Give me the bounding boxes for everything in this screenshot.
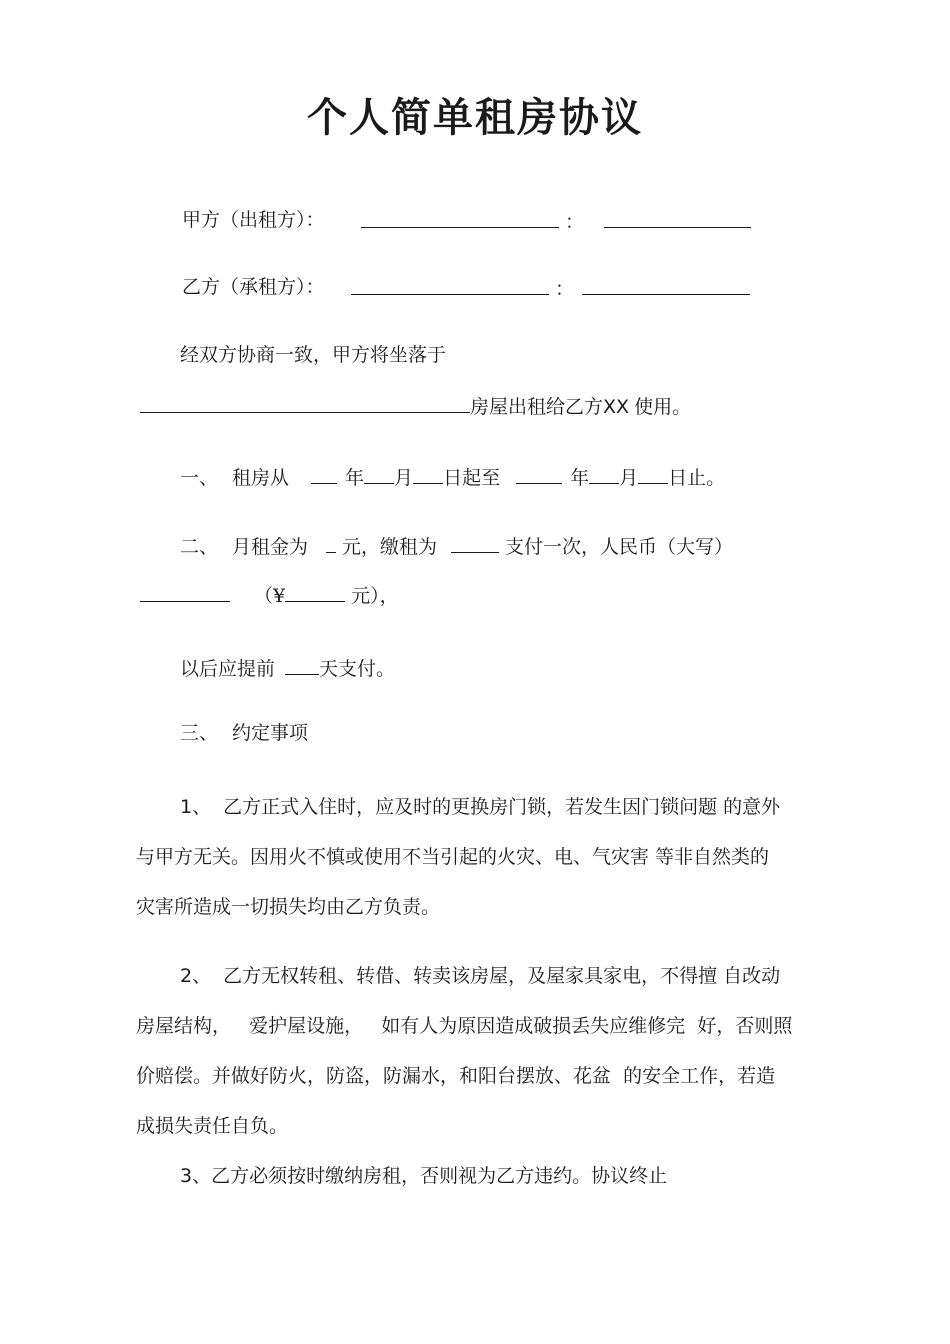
party-b-row <box>182 275 325 299</box>
start-year-blank <box>311 464 337 484</box>
amount-paren-close: 元）， <box>351 585 399 607</box>
intro-line-2 <box>140 393 691 419</box>
clause-2-yuan-text: 元，缴租为 <box>342 536 438 558</box>
item-1-line-1 <box>180 795 780 819</box>
intro-rent-text: 房屋出租给乙方 <box>470 396 604 418</box>
clause-3-number: 三、 <box>180 722 219 744</box>
clause-2-pay-text: 支付一次，人民币（大写） <box>505 536 734 558</box>
item-3-text: 乙方必须按时缴纳房租，否则视为乙方违约。协议终止 <box>211 1165 668 1187</box>
clause-2 <box>180 533 733 559</box>
party-a-contact-blank <box>604 208 751 228</box>
item-2-line-2: 房屋结构， 爱护屋设施， 如有人为原因造成破损丢失应维修完 好，否则照 <box>136 1015 793 1037</box>
item-1-line-3: 灾害所造成一切损失均由乙方负责。 <box>136 896 441 918</box>
clause-1 <box>180 464 725 490</box>
item-2-line-4: 成损失责任自负。 <box>136 1115 289 1137</box>
item-2-line-1 <box>180 964 780 988</box>
end-day-label: 日止。 <box>668 467 726 489</box>
start-year-label: 年 <box>345 467 365 489</box>
start-day-label: 日起至 <box>443 467 501 489</box>
item-1-text-1: 乙方正式入住时，应及时的更换房门锁，若发生因门锁问题 的意外 <box>223 796 781 818</box>
item-1-number: 1、 <box>180 796 212 818</box>
party-b-label: 乙方（承租方）： <box>182 276 325 298</box>
clause-1-text: 租房从 <box>232 467 290 489</box>
pay-period-blank <box>451 533 499 553</box>
amount-number-blank <box>285 582 345 602</box>
party-b-name-blank <box>351 275 549 295</box>
party-a-row <box>182 208 325 232</box>
clause-3-title: 约定事项 <box>232 722 309 744</box>
clause-2-line-2 <box>140 582 399 608</box>
party-b-sep: ： <box>555 278 575 300</box>
item-2-line-3: 价赔偿。并做好防火，防盗，防漏水，和阳台摆放、花盆 的安全工作，若造 <box>136 1065 776 1087</box>
address-blank <box>140 393 470 413</box>
end-month-blank <box>589 464 619 484</box>
rent-amount-blank <box>326 533 336 553</box>
clause-2-advance <box>180 655 395 681</box>
item-2-number: 2、 <box>180 965 212 987</box>
amount-words-blank <box>140 582 230 602</box>
item-2-text-1: 乙方无权转租、转借、转卖该房屋，及屋家具家电，不得擅 自改动 <box>223 965 781 987</box>
clause-2-rent-text: 月租金为 <box>232 536 309 558</box>
end-month-label: 月 <box>619 467 639 489</box>
start-month-blank <box>364 464 394 484</box>
party-a-label: 甲方（出租方）： <box>182 209 325 231</box>
item-3-number: 3、 <box>180 1165 212 1187</box>
start-month-label: 月 <box>394 467 414 489</box>
item-1-line-2: 与甲方无关。因用火不慎或使用不当引起的火灾、电、气灾害 等非自然类的 <box>136 846 770 868</box>
advance-text: 以后应提前 <box>180 658 276 680</box>
item-3-line-1 <box>180 1164 667 1188</box>
party-b-contact-blank <box>582 275 750 295</box>
party-a-fields <box>361 208 751 234</box>
end-day-blank <box>638 464 668 484</box>
end-year-blank <box>516 464 562 484</box>
clause-3 <box>180 721 308 745</box>
start-day-blank <box>413 464 443 484</box>
amount-paren-open: （¥ <box>254 585 286 607</box>
party-a-sep: ： <box>565 211 585 233</box>
end-year-label: 年 <box>570 467 590 489</box>
clause-1-number: 一、 <box>180 467 219 489</box>
clause-2-number: 二、 <box>180 536 219 558</box>
advance-days-blank <box>285 655 319 675</box>
party-b-fields <box>351 275 750 301</box>
intro-line-1: 经双方协商一致，甲方将坐落于 <box>180 344 447 366</box>
intro-use-text: 使用。 <box>634 396 692 418</box>
intro-xx: XX <box>603 396 630 418</box>
advance-days-label: 天支付。 <box>319 658 396 680</box>
document-title: 个人简单租房协议 <box>307 95 643 141</box>
party-a-name-blank <box>361 208 559 228</box>
